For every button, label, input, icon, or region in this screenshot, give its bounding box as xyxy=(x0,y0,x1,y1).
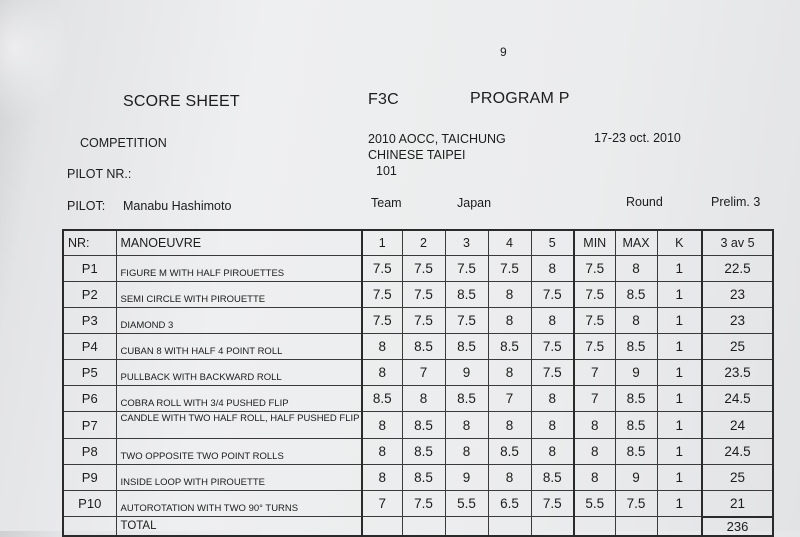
manoeuvre-name: SEMI CIRCLE WITH PIROUETTE xyxy=(116,282,362,308)
pilot-label: PILOT: xyxy=(67,199,106,213)
judge-3-score: 8.5 xyxy=(445,386,488,412)
manoeuvre-name: COBRA ROLL WITH 3/4 PUSHED FLIP xyxy=(116,386,362,412)
judge-5-score: 8 xyxy=(531,308,574,334)
pilot-nr-label: PILOT NR.: xyxy=(67,167,132,181)
header-k: K xyxy=(657,230,702,256)
round-label: Round xyxy=(626,195,663,209)
sheet-title: SCORE SHEET xyxy=(123,93,240,110)
judge-5-score: 7.5 xyxy=(531,282,574,308)
judge-3-score: 8 xyxy=(445,439,488,465)
total-empty-cell xyxy=(402,517,445,536)
min-score: 7.5 xyxy=(574,282,615,308)
manoeuvre-name: FIGURE M WITH HALF PIROUETTES xyxy=(116,256,362,282)
manoeuvre-name: INSIDE LOOP WITH PIROUETTE xyxy=(116,465,362,491)
min-score: 7.5 xyxy=(574,334,615,360)
judge-1-score: 8 xyxy=(362,412,402,439)
judge-1-score: 8 xyxy=(362,334,402,360)
judge-4-score: 8 xyxy=(488,282,531,308)
total-row xyxy=(63,517,773,536)
manoeuvre-number: P1 xyxy=(63,256,116,282)
k-factor: 1 xyxy=(657,491,702,517)
competition-name: 2010 AOCC, TAICHUNG xyxy=(368,132,506,146)
competition-place: CHINESE TAIPEI xyxy=(368,148,466,162)
max-score: 8 xyxy=(615,308,657,334)
competition-dates: 17-23 oct. 2010 xyxy=(594,131,681,145)
judge-2-score: 7.5 xyxy=(402,491,445,517)
table-row xyxy=(63,465,773,491)
judge-4-score: 8.5 xyxy=(488,334,531,360)
header-max: MAX xyxy=(615,230,657,256)
manoeuvre-number: P5 xyxy=(63,360,116,386)
pilot-nr-value: 101 xyxy=(376,164,397,178)
header-nr: NR: xyxy=(63,230,116,256)
k-factor: 1 xyxy=(657,334,702,360)
judge-5-score: 7.5 xyxy=(531,360,574,386)
judge-3-score: 8.5 xyxy=(445,334,488,360)
manoeuvre-number: P7 xyxy=(63,412,116,439)
judge-2-score: 8.5 xyxy=(402,439,445,465)
paper-fold-shadow xyxy=(0,0,70,120)
total-empty-cell xyxy=(615,517,657,536)
manoeuvre-name: AUTOROTATION WITH TWO 90° TURNS xyxy=(116,491,362,517)
total-empty-cell xyxy=(63,517,116,536)
score-table xyxy=(62,229,774,537)
judge-1-score: 8.5 xyxy=(362,386,402,412)
header-min: MIN xyxy=(574,230,615,256)
min-score: 7.5 xyxy=(574,308,615,334)
average-score: 24.5 xyxy=(702,386,773,412)
table-row xyxy=(63,491,773,517)
pilot-name: Manabu Hashimoto xyxy=(123,199,232,213)
min-score: 8 xyxy=(574,412,615,439)
max-score: 9 xyxy=(615,360,657,386)
judge-4-score: 7 xyxy=(488,386,531,412)
judge-3-score: 8 xyxy=(445,412,488,439)
judge-1-score: 8 xyxy=(362,439,402,465)
min-score: 7 xyxy=(574,360,615,386)
manoeuvre-name: CANDLE WITH TWO HALF ROLL, HALF PUSHED FLIP xyxy=(116,412,362,439)
judge-4-score: 8.5 xyxy=(488,439,531,465)
table-row xyxy=(63,360,773,386)
table-row xyxy=(63,386,773,412)
total-empty-cell xyxy=(531,517,574,536)
header-judge-2: 2 xyxy=(402,230,445,256)
k-factor: 1 xyxy=(657,386,702,412)
total-label: TOTAL xyxy=(116,517,362,536)
judge-2-score: 7.5 xyxy=(402,282,445,308)
judge-3-score: 9 xyxy=(445,465,488,491)
judge-1-score: 7 xyxy=(362,491,402,517)
max-score: 8.5 xyxy=(615,412,657,439)
k-factor: 1 xyxy=(657,256,702,282)
manoeuvre-number: P2 xyxy=(63,282,116,308)
max-score: 8.5 xyxy=(615,282,657,308)
total-empty-cell xyxy=(488,517,531,536)
average-score: 25 xyxy=(702,334,773,360)
table-row xyxy=(63,412,773,439)
round-value: Prelim. 3 xyxy=(711,195,761,209)
judge-1-score: 7.5 xyxy=(362,256,402,282)
manoeuvre-number: P9 xyxy=(63,465,116,491)
manoeuvre-name: DIAMOND 3 xyxy=(116,308,362,334)
k-factor: 1 xyxy=(657,308,702,334)
judge-5-score: 7.5 xyxy=(531,491,574,517)
table-row xyxy=(63,308,773,334)
header-judge-5: 5 xyxy=(531,230,574,256)
team-label: Team xyxy=(371,196,402,210)
judge-2-score: 8.5 xyxy=(402,412,445,439)
max-score: 8.5 xyxy=(615,386,657,412)
average-score: 23 xyxy=(702,308,773,334)
max-score: 8.5 xyxy=(615,334,657,360)
manoeuvre-number: P6 xyxy=(63,386,116,412)
judge-2-score: 7 xyxy=(402,360,445,386)
average-score: 23 xyxy=(702,282,773,308)
table-row xyxy=(63,439,773,465)
table-header-row xyxy=(63,230,773,256)
total-empty-cell xyxy=(574,517,615,536)
judge-1-score: 8 xyxy=(362,465,402,491)
average-score: 24.5 xyxy=(702,439,773,465)
average-score: 25 xyxy=(702,465,773,491)
header-average: 3 av 5 xyxy=(702,230,773,256)
judge-1-score: 8 xyxy=(362,360,402,386)
average-score: 23.5 xyxy=(702,360,773,386)
table-row xyxy=(63,282,773,308)
judge-5-score: 8.5 xyxy=(531,465,574,491)
judge-1-score: 7.5 xyxy=(362,308,402,334)
judge-4-score: 8 xyxy=(488,360,531,386)
page-number: 9 xyxy=(500,45,507,59)
average-score: 21 xyxy=(702,491,773,517)
judge-5-score: 8 xyxy=(531,386,574,412)
judge-5-score: 8 xyxy=(531,412,574,439)
total-empty-cell xyxy=(445,517,488,536)
k-factor: 1 xyxy=(657,439,702,465)
judge-4-score: 6.5 xyxy=(488,491,531,517)
judge-3-score: 7.5 xyxy=(445,308,488,334)
max-score: 8.5 xyxy=(615,439,657,465)
judge-5-score: 7.5 xyxy=(531,334,574,360)
judge-2-score: 8.5 xyxy=(402,334,445,360)
judge-5-score: 8 xyxy=(531,439,574,465)
judge-5-score: 8 xyxy=(531,256,574,282)
table-row xyxy=(63,256,773,282)
min-score: 5.5 xyxy=(574,491,615,517)
k-factor: 1 xyxy=(657,465,702,491)
class-label: F3C xyxy=(368,91,399,108)
competition-label: COMPETITION xyxy=(80,136,167,150)
program-label: PROGRAM P xyxy=(470,90,570,107)
k-factor: 1 xyxy=(657,282,702,308)
average-score: 22.5 xyxy=(702,256,773,282)
manoeuvre-number: P3 xyxy=(63,308,116,334)
team-value: Japan xyxy=(457,196,492,210)
average-score: 24 xyxy=(702,412,773,439)
judge-2-score: 7.5 xyxy=(402,308,445,334)
total-empty-cell xyxy=(362,517,402,536)
min-score: 7.5 xyxy=(574,256,615,282)
manoeuvre-number: P8 xyxy=(63,439,116,465)
header-manoeuvre: MANOEUVRE xyxy=(116,230,362,256)
judge-3-score: 9 xyxy=(445,360,488,386)
judge-2-score: 7.5 xyxy=(402,256,445,282)
judge-2-score: 8.5 xyxy=(402,465,445,491)
header-judge-4: 4 xyxy=(488,230,531,256)
total-empty-cell xyxy=(657,517,702,536)
k-factor: 1 xyxy=(657,360,702,386)
min-score: 8 xyxy=(574,439,615,465)
judge-4-score: 8 xyxy=(488,465,531,491)
max-score: 9 xyxy=(615,465,657,491)
min-score: 8 xyxy=(574,465,615,491)
manoeuvre-name: CUBAN 8 WITH HALF 4 POINT ROLL xyxy=(116,334,362,360)
judge-4-score: 8 xyxy=(488,412,531,439)
judge-3-score: 5.5 xyxy=(445,491,488,517)
header-judge-3: 3 xyxy=(445,230,488,256)
manoeuvre-name: PULLBACK WITH BACKWARD ROLL xyxy=(116,360,362,386)
max-score: 7.5 xyxy=(615,491,657,517)
judge-3-score: 7.5 xyxy=(445,256,488,282)
max-score: 8 xyxy=(615,256,657,282)
judge-2-score: 8 xyxy=(402,386,445,412)
table-row xyxy=(63,334,773,360)
manoeuvre-number: P4 xyxy=(63,334,116,360)
judge-3-score: 8.5 xyxy=(445,282,488,308)
manoeuvre-name: TWO OPPOSITE TWO POINT ROLLS xyxy=(116,439,362,465)
judge-4-score: 7.5 xyxy=(488,256,531,282)
header-judge-1: 1 xyxy=(362,230,402,256)
judge-4-score: 8 xyxy=(488,308,531,334)
judge-1-score: 7.5 xyxy=(362,282,402,308)
manoeuvre-number: P10 xyxy=(63,491,116,517)
total-value: 236 xyxy=(702,517,773,536)
min-score: 7 xyxy=(574,386,615,412)
k-factor: 1 xyxy=(657,412,702,439)
